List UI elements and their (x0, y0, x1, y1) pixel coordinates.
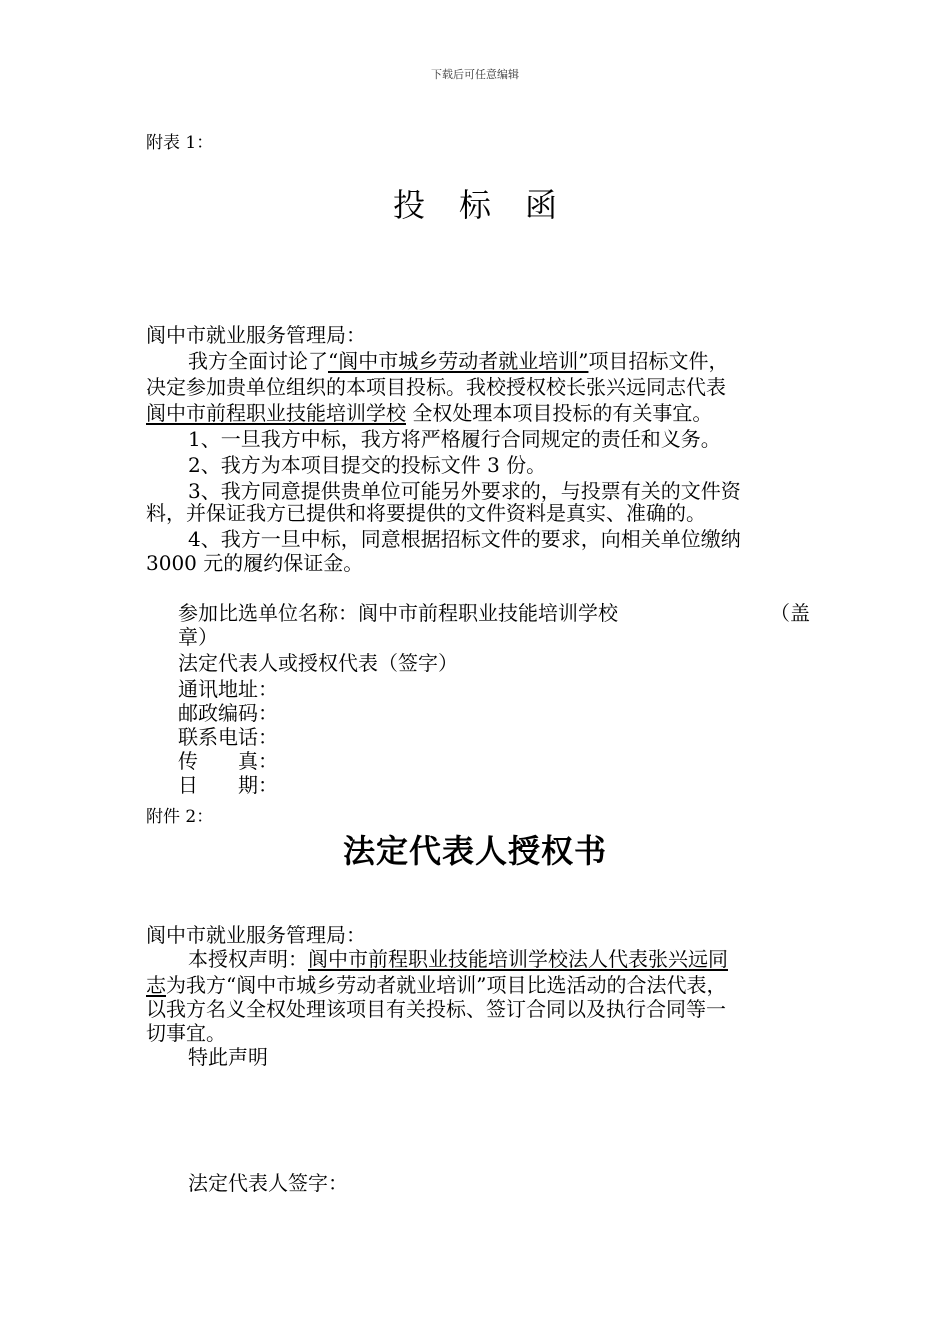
auth-underlined-end: 志 (146, 973, 166, 997)
attachment-label-2: 附件 2： (146, 807, 214, 827)
seal-note-b: 章） (178, 625, 218, 649)
paragraph-1-line-2: 决定参加贵单位组织的本项目投标。我校授权校长张兴远同志代表 (146, 375, 726, 399)
project-name: “阆中市城乡劳动者就业培训” (328, 349, 589, 373)
p1-line3-suffix: 全权处理本项目投标的有关事宜。 (406, 401, 713, 425)
school-name: 阆中市前程职业技能培训学校 (146, 401, 406, 425)
item-1: 1、一旦我方中标，我方将严格履行合同规定的责任和义务。 (188, 427, 721, 451)
declaration: 特此声明 (188, 1045, 268, 1069)
item-4-line-2: 3000 元的履约保证金。 (146, 551, 364, 575)
auth-line2-rest: 为我方“阆中市城乡劳动者就业培训”项目比选活动的合法代表， (166, 973, 727, 997)
phone-field: 联系电话： (178, 725, 278, 749)
authorization-title: 法定代表人授权书 (342, 832, 607, 870)
item-2: 2、我方为本项目提交的投标文件 3 份。 (188, 453, 547, 477)
header-note: 下载后可任意编辑 (431, 68, 519, 81)
bid-letter-title: 投标函 (392, 186, 591, 224)
item-3-line-2: 料，并保证我方已提供和将要提供的文件资料是真实、准确的。 (146, 501, 706, 525)
signature-field: 法定代表人签字： (188, 1171, 348, 1195)
auth-prefix: 本授权声明： (188, 947, 308, 971)
item-3-line-1: 3、我方同意提供贵单位可能另外要求的，与投票有关的文件资 (188, 479, 741, 503)
auth-paragraph-line-3: 以我方名义全权处理该项目有关投标、签订合同以及执行合同等一 (146, 997, 726, 1021)
legal-rep-field: 法定代表人或授权代表（签字） (178, 651, 458, 675)
item-4-line-1: 4、我方一旦中标，同意根据招标文件的要求，向相关单位缴纳 (188, 527, 741, 551)
seal-note-a: （盖 (770, 601, 810, 625)
auth-paragraph-line-2 (146, 972, 811, 998)
unit-name: 参加比选单位名称：阆中市前程职业技能培训学校 (178, 601, 618, 625)
auth-paragraph-line-4: 切事宜。 (146, 1021, 226, 1045)
attachment-label-1: 附表 1： (146, 133, 214, 153)
paragraph-1-line-3 (146, 400, 811, 426)
fax-field: 传 真： (178, 749, 278, 773)
addressee-1: 阆中市就业服务管理局： (146, 323, 366, 347)
paragraph-1-line-1 (146, 348, 853, 374)
date-field: 日 期： (178, 773, 278, 797)
postcode-field: 邮政编码： (178, 701, 278, 725)
address-field: 通讯地址： (178, 677, 278, 701)
p1-prefix: 我方全面讨论了 (188, 349, 328, 373)
auth-paragraph-line-1 (146, 946, 853, 972)
addressee-2: 阆中市就业服务管理局： (146, 923, 366, 947)
p1-suffix: 项目招标文件， (588, 349, 729, 373)
auth-school-rep: 阆中市前程职业技能培训学校法人代表张兴远同 (308, 947, 728, 971)
